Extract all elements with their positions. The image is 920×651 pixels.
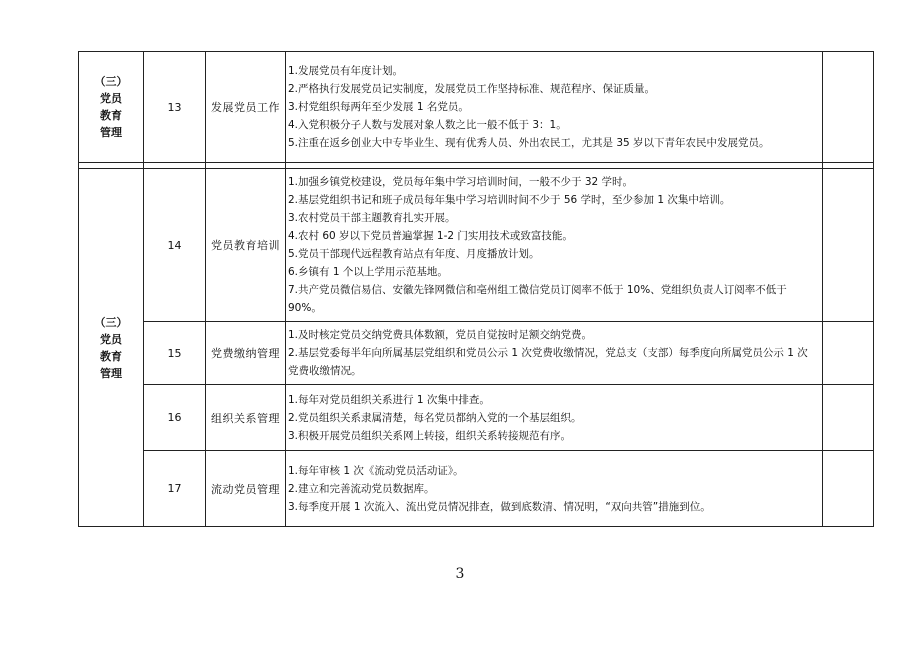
standards-table [78,51,874,527]
item-name: 党费缴纳管理 [206,322,286,385]
standard-line: 3.村党组织每两年至少发展 1 名党员。 [288,101,469,113]
row-number: 14 [144,169,206,322]
page-number: 3 [455,566,465,582]
standards-cell [286,169,823,322]
standards-cell [286,385,823,451]
score-cell [823,322,874,385]
standard-line: 3.积极开展党员组织关系网上转接，组织关系转接规范有序。 [288,429,572,442]
item-name: 党员教育培训 [206,169,286,322]
row-number: 15 [144,322,206,385]
item-name: 流动党员管理 [206,451,286,527]
row-number: 16 [144,385,206,451]
standards-cell [286,451,823,527]
standard-line: 2.基层党委每半年向所属基层党组织和党员公示 1 次党费收缴情况，党总支（支部）每季度向所属党员公示 1 次党费收缴情况。 [288,347,808,377]
score-cell [823,451,874,527]
standards-cell [286,52,823,163]
row-number: 13 [144,52,206,163]
standard-line: 1.每年审核 1 次《流动党员活动证》。 [288,464,464,477]
standard-line: 3.每季度开展 1 次流入、流出党员情况排查，做到底数清、情况明，“双向共管”措施到位。 [288,500,711,513]
standard-line: 1.加强乡镇党校建设，党员每年集中学习培训时间，一般不少于 32 学时。 [288,176,634,188]
standard-line: 5.党员干部现代远程教育站点有年度、月度播放计划。 [288,248,540,260]
standard-line: 6.乡镇有 1 个以上学用示范基地。 [288,266,448,278]
standard-line: 1.发展党员有年度计划。 [288,65,404,77]
table-row [79,169,874,322]
category-cell: （三） 党员 教育 管理 [79,169,144,527]
category-cell: （三） 党员 教育 管理 [79,52,144,163]
score-cell [823,385,874,451]
table-row [79,451,874,527]
standard-line: 5.注重在返乡创业大中专毕业生、现有优秀人员、外出农民工，尤其是 35 岁以下青年农民中发展党员。 [288,137,770,149]
standard-line: 4.农村 60 岁以下党员普遍掌握 1-2 门实用技术或致富技能。 [288,230,573,242]
table-row [79,52,874,163]
score-cell [823,52,874,163]
row-number: 17 [144,451,206,527]
table-row [79,322,874,385]
score-cell [823,169,874,322]
standard-line: 2.严格执行发展党员记实制度，发展党员工作坚持标准、规范程序、保证质量。 [288,83,656,95]
standards-cell [286,322,823,385]
standard-line: 2.基层党组织书记和班子成员每年集中学习培训时间不少于 56 学时，至少参加 1 次集中培训。 [288,194,731,206]
standard-line: 3.农村党员干部主题教育扎实开展。 [288,212,456,224]
standard-line: 1.每年对党员组织关系进行 1 次集中排查。 [288,393,490,406]
standard-line: 2.党员组织关系隶属清楚，每名党员都纳入党的一个基层组织。 [288,411,582,424]
standard-line: 2.建立和完善流动党员数据库。 [288,482,435,495]
standard-line: 7.共产党员微信易信、安徽先锋网微信和亳州组工微信党员订阅率不低于 10%、党组织负责人订阅率不低于 90%。 [288,284,787,314]
standard-line: 1.及时核定党员交纳党费具体数额，党员自觉按时足额交纳党费。 [288,329,593,341]
item-name: 组织关系管理 [206,385,286,451]
table-row [79,385,874,451]
item-name: 发展党员工作 [206,52,286,163]
standard-line: 4.入党积极分子人数与发展对象人数之比一般不低于 3：1。 [288,119,567,131]
